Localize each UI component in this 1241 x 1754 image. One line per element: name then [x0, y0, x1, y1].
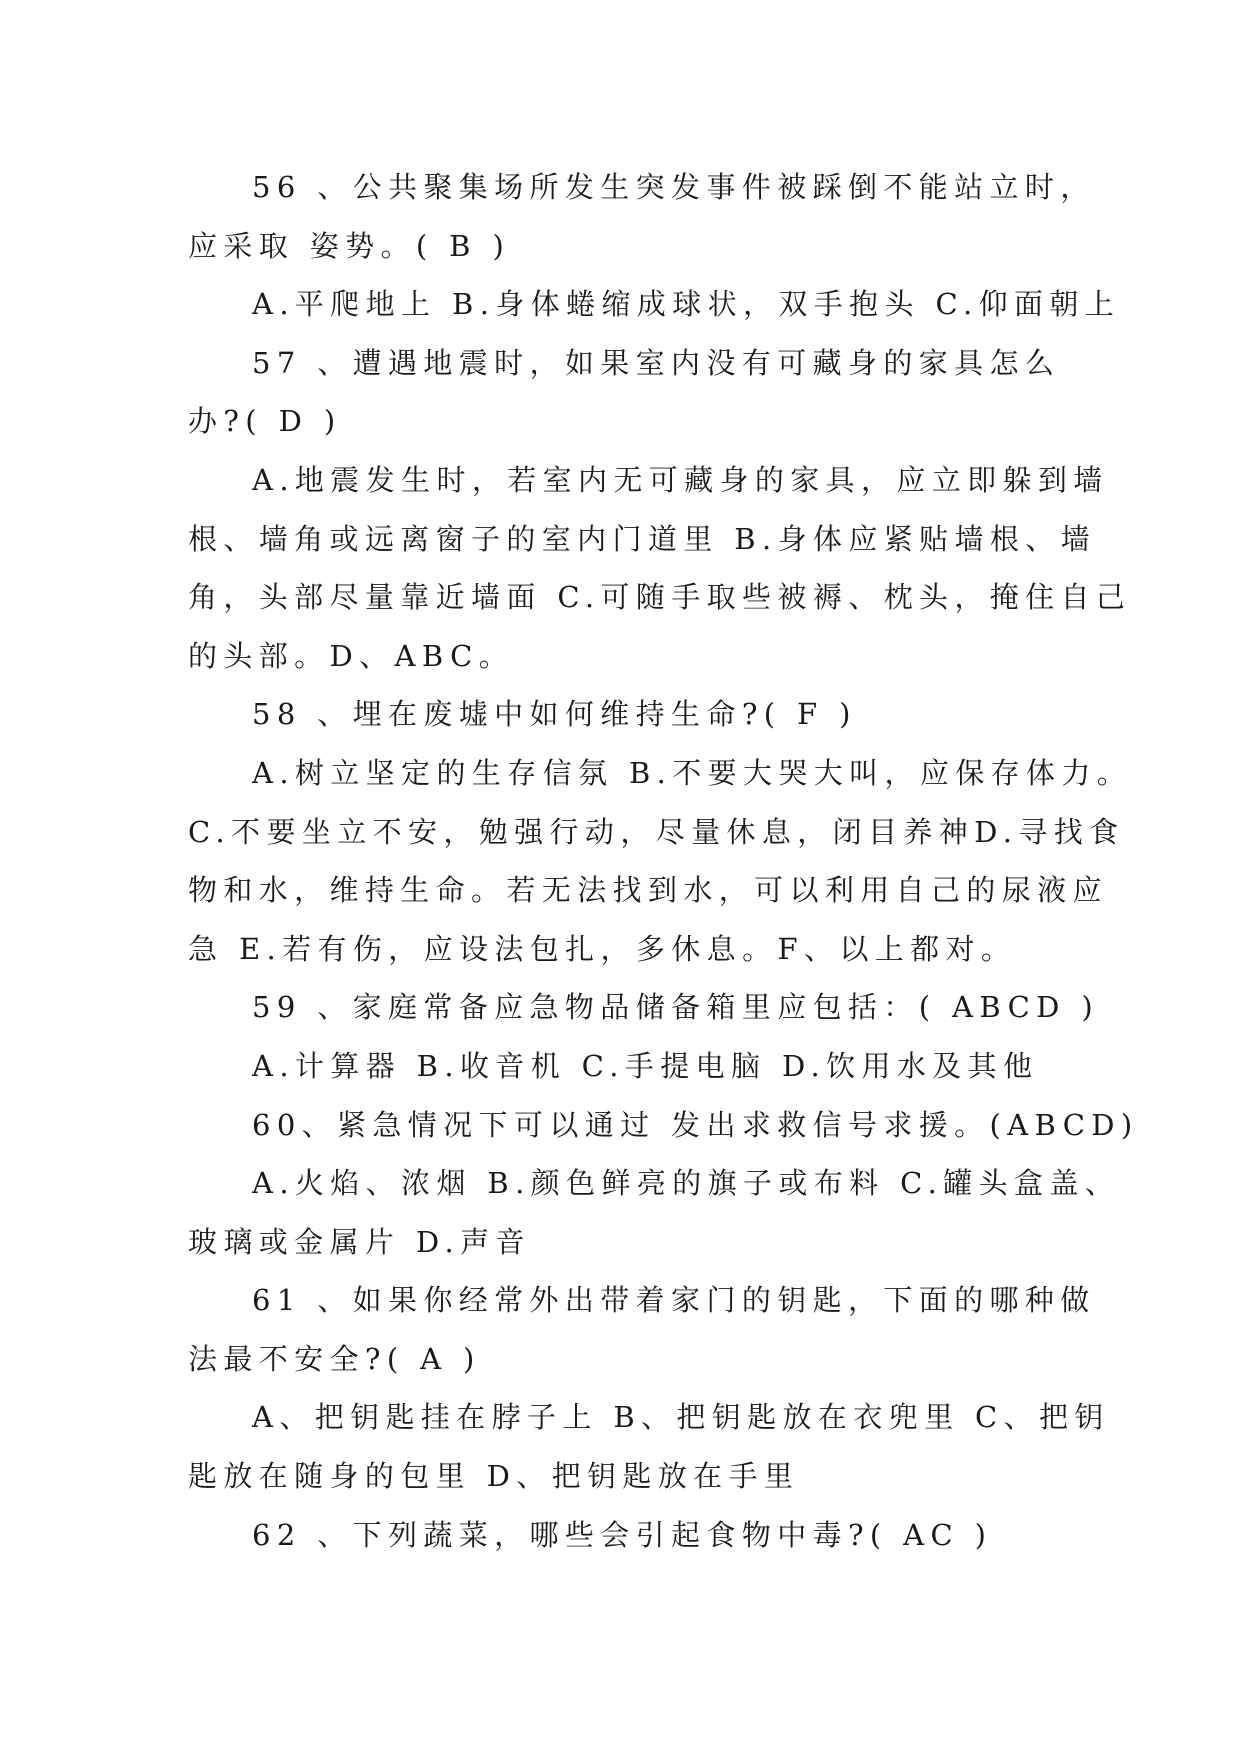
text-line: 的头部。D、ABC。	[188, 638, 515, 673]
text-line: 匙放在随身的包里 D、把钥匙放在手里	[188, 1459, 800, 1494]
text-line: A.火焰、浓烟 B.颜色鲜亮的旗子或布料 C.罐头盒盖、	[252, 1166, 1121, 1201]
text-line: 59 、家庭常备应急物品储备箱里应包括：( ABCD )	[252, 990, 1100, 1025]
text-line: 60、紧急情况下可以通过 发出求救信号求援。(ABCD)	[252, 1107, 1139, 1142]
document-body	[188, 158, 1139, 1564]
text-line: A、把钥匙挂在脖子上 B、把钥匙放在衣兜里 C、把钥	[252, 1400, 1110, 1435]
text-line: 57 、遭遇地震时，如果室内没有可藏身的家具怎么	[252, 345, 1061, 380]
text-line: 56 、公共聚集场所发生突发事件被踩倒不能站立时，	[252, 170, 1096, 204]
text-line: A.树立坚定的生存信氛 B.不要大哭大叫，应保存体力。	[252, 755, 1133, 790]
text-line: 58 、埋在废墟中如何维持生命?( F )	[252, 697, 857, 732]
text-line: 角，头部尽量靠近墙面 C.可随手取些被褥、枕头，掩住自己	[188, 580, 1132, 615]
text-line: 62 、下列蔬菜，哪些会引起食物中毒?( AC )	[252, 1517, 993, 1552]
text-line: 法最不安全?( A )	[188, 1341, 481, 1376]
text-line: C.不要坐立不安，勉强行动，尽量休息，闭目养神D.寻找食	[188, 814, 1125, 849]
text-line: A.平爬地上 B.身体蜷缩成球状，双手抱头 C.仰面朝上	[252, 287, 1121, 322]
text-line: 61 、如果你经常外出带着家门的钥匙，下面的哪种做	[252, 1283, 1096, 1318]
text-line: A.计算器 B.收音机 C.手提电脑 D.饮用水及其他	[252, 1048, 1039, 1083]
text-line: 办?( D )	[188, 404, 342, 439]
text-line: 玻璃或金属片 D.声音	[188, 1224, 531, 1259]
text-line: 根、墙角或远离窗子的室内门道里 B.身体应紧贴墙根、墙	[188, 521, 1097, 556]
text-line: A.地震发生时，若室内无可藏身的家具，应立即躲到墙	[252, 462, 1109, 497]
text-line: 应采取 姿势。( B )	[188, 228, 511, 263]
text-line: 急 E.若有伤，应设法包扎，多休息。F、以上都对。	[188, 931, 1017, 966]
text-line: 物和水，维持生命。若无法找到水，可以利用自己的尿液应	[188, 873, 1108, 908]
